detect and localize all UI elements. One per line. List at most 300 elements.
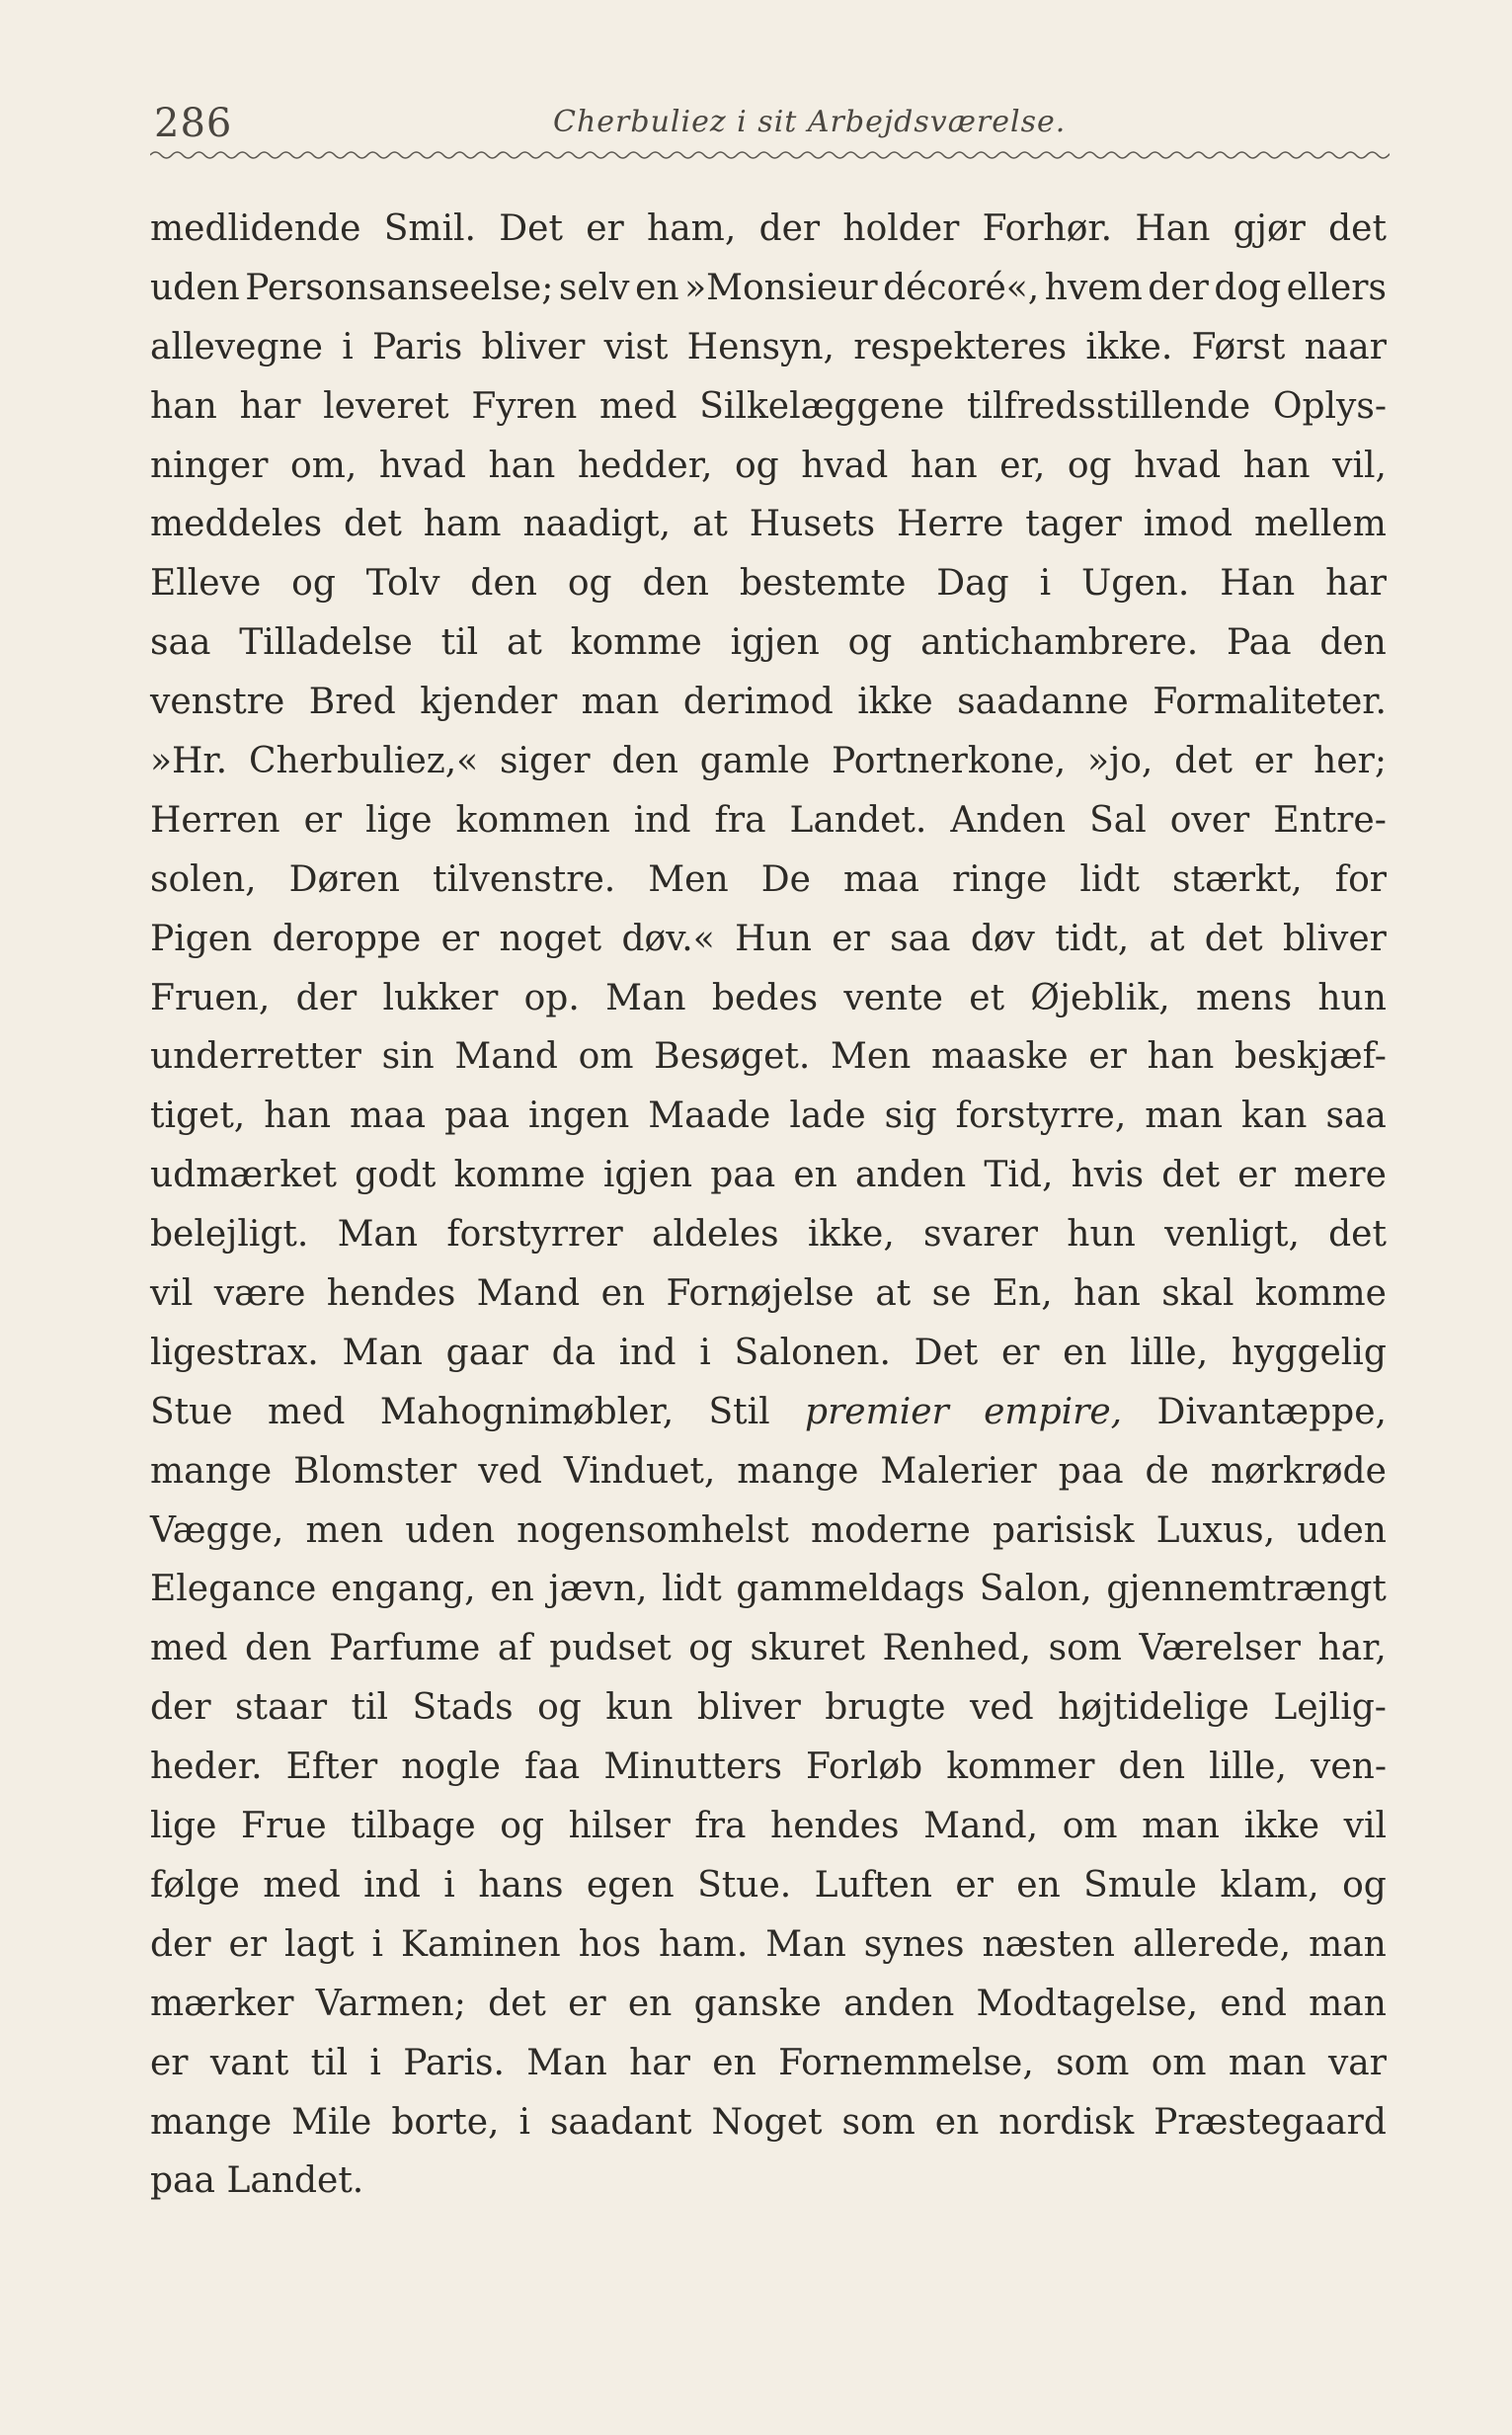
word: saa [1325, 1096, 1387, 1137]
word: ham [423, 504, 502, 545]
word: naar [1304, 326, 1387, 367]
word: den [642, 563, 709, 605]
word: Elleve [150, 563, 262, 605]
word: en [1016, 1864, 1061, 1906]
word: uden [150, 267, 240, 308]
word: ninger [150, 445, 269, 486]
word: om [1062, 1806, 1118, 1847]
word: kjender [420, 682, 558, 723]
word: bliver [1282, 918, 1387, 959]
text-line [150, 437, 1387, 496]
word: vist [603, 326, 669, 367]
word: hvad [378, 445, 466, 486]
word: ganske [693, 1983, 822, 2024]
word: der [150, 1687, 211, 1729]
word: ham. [659, 1923, 749, 1965]
word: Frue [241, 1806, 327, 1847]
word: man [581, 682, 660, 723]
word: holder [842, 208, 960, 249]
word: han [910, 445, 978, 486]
word: Præstegaard [1154, 2101, 1387, 2143]
word: nogle [401, 1746, 501, 1788]
word: Vægge, [150, 1509, 284, 1551]
word: der [1148, 267, 1209, 308]
word: han [264, 1096, 332, 1137]
word: Oplys- [1272, 385, 1387, 427]
text-line [150, 910, 1387, 969]
word: fra [694, 1806, 747, 1847]
text-line [150, 495, 1387, 554]
word: i [443, 1864, 455, 1906]
word: til [351, 1687, 389, 1729]
word: Mand [454, 1036, 558, 1078]
word: Vinduet, [563, 1450, 716, 1492]
word: »jo, [1087, 741, 1154, 782]
word: allevegne [150, 326, 323, 367]
word: Herre [896, 504, 1004, 545]
word: leveret [323, 385, 449, 427]
word: lidt [1079, 858, 1140, 900]
word: tilvenstre. [432, 858, 616, 900]
word: er [955, 1864, 994, 1906]
word: den [470, 563, 537, 605]
word: hvem [1044, 267, 1143, 308]
word: Forløb [806, 1746, 923, 1788]
word: faa [524, 1746, 581, 1788]
word: Mand [476, 1273, 581, 1315]
word: er [1237, 1155, 1276, 1196]
word: jævn, [548, 1569, 648, 1610]
word: Han [1220, 563, 1296, 605]
word: man [1145, 1096, 1224, 1137]
word: lille, [1209, 1746, 1287, 1788]
word: ingen [528, 1096, 630, 1137]
text-line [150, 200, 1387, 259]
word: for [1334, 858, 1387, 900]
word: ikke. [1085, 326, 1173, 367]
word: dog [1214, 267, 1282, 308]
word: en [627, 1983, 673, 2024]
word: paa [1058, 1450, 1124, 1492]
word: bedes [711, 977, 819, 1018]
word: mange [737, 1450, 859, 1492]
word: hun [1067, 1214, 1136, 1256]
word: Man [526, 2042, 607, 2083]
word: tilbage [351, 1806, 476, 1847]
word: derimod [682, 682, 834, 723]
word: er [568, 1983, 606, 2024]
word: selv [558, 267, 630, 308]
word: gjennemtrængt [1106, 1569, 1387, 1610]
word: Luxus, [1155, 1509, 1276, 1551]
word: ind [363, 1864, 421, 1906]
word: som [1056, 2042, 1130, 2083]
word: Luften [814, 1864, 932, 1906]
text-line [150, 1087, 1387, 1146]
word: har [239, 385, 301, 427]
word: ikke [857, 682, 933, 723]
word: Bred [308, 682, 396, 723]
word: der [295, 977, 358, 1018]
word: Paa [1227, 622, 1292, 664]
word: der [150, 1923, 211, 1965]
word: om [1151, 2042, 1207, 2083]
word: Noget [711, 2101, 823, 2143]
word: noget [499, 918, 602, 959]
word: belejligt. [150, 1214, 309, 1256]
word: om, [290, 445, 358, 486]
word: og [688, 1628, 733, 1669]
word: og [1342, 1864, 1387, 1906]
word: men [305, 1509, 384, 1551]
word: Tilladelse [239, 622, 413, 664]
text-line [150, 1264, 1387, 1324]
text-line [150, 259, 1387, 318]
word: mange [150, 2101, 273, 2143]
word: og [735, 445, 779, 486]
word: en [600, 1273, 646, 1315]
word: sig [884, 1096, 937, 1137]
word: hvis [1071, 1155, 1145, 1196]
word: mærker [150, 1983, 294, 2024]
word: Anden [950, 799, 1067, 841]
word: er [832, 918, 870, 959]
word: saa [890, 918, 951, 959]
word: décoré«, [883, 267, 1040, 308]
word: Det [499, 208, 563, 249]
word: Fornemmelse, [778, 2042, 1034, 2083]
word: »Monsieur [684, 267, 878, 308]
word: op. [523, 977, 580, 1018]
word: anden [843, 1983, 955, 2024]
word: beskjæf- [1234, 1036, 1387, 1078]
word: naadigt, [522, 504, 672, 545]
word: Herren [150, 799, 280, 841]
word: at [506, 622, 542, 664]
text-line [150, 1678, 1387, 1738]
word: næsten [982, 1923, 1115, 1965]
word: »Hr. [150, 741, 228, 782]
text-line [150, 1146, 1387, 1205]
text-line [150, 1915, 1387, 1975]
word: Lejlig- [1273, 1687, 1387, 1729]
word: nordisk [998, 2101, 1135, 2143]
word: tager [1025, 504, 1122, 545]
word: Man [765, 1923, 846, 1965]
body-text [150, 200, 1387, 2211]
text-line [150, 1738, 1387, 1797]
word: Man [337, 1214, 419, 1256]
word: Pigen [150, 918, 253, 959]
word: ind [633, 799, 691, 841]
word: Smule [1083, 1864, 1197, 1906]
word: lukker [382, 977, 499, 1018]
word: som [1048, 1628, 1122, 1669]
word: hendes [770, 1806, 900, 1847]
word: saadanne [957, 682, 1129, 723]
word: Mahognimøbler, [379, 1391, 675, 1432]
word: at [691, 504, 728, 545]
word: moderne [810, 1509, 971, 1551]
word: et [969, 977, 1005, 1018]
word: det [1204, 918, 1263, 959]
word: lade [789, 1096, 866, 1137]
word: være [213, 1273, 306, 1315]
word: Paris [371, 326, 463, 367]
word: med [263, 1864, 341, 1906]
word: Stads [412, 1687, 514, 1729]
word: gamle [699, 741, 811, 782]
word: hos [578, 1923, 642, 1965]
word: siger [500, 741, 591, 782]
word: ikke [1243, 1806, 1320, 1847]
word: Fruen, [150, 977, 271, 1018]
word: i [1039, 563, 1052, 605]
word: igjen [730, 622, 820, 664]
word: det [488, 1983, 546, 2024]
word: han [488, 445, 556, 486]
word: og [1067, 445, 1112, 486]
word: saa [150, 622, 211, 664]
word: uden [1297, 1509, 1387, 1551]
word: Renhed, [882, 1628, 1032, 1669]
word: det [1174, 741, 1233, 782]
text-line [150, 1560, 1387, 1619]
text-line [150, 1027, 1387, 1087]
word: som [841, 2101, 915, 2143]
text-line [150, 377, 1387, 437]
word: det [1328, 208, 1387, 249]
word: ikke, [807, 1214, 895, 1256]
word: Mand, [923, 1806, 1039, 1847]
word: er [150, 2042, 189, 2083]
word: mere [1293, 1155, 1387, 1196]
word: ved [478, 1450, 542, 1492]
word: om [578, 1036, 634, 1078]
word: vil, [1332, 445, 1387, 486]
word: Døren [288, 858, 400, 900]
word: gjør [1233, 208, 1306, 249]
word: brugte [825, 1687, 946, 1729]
word: den [611, 741, 678, 782]
word: engang, [330, 1569, 476, 1610]
word: i [699, 1332, 711, 1373]
text-line [150, 1205, 1387, 1264]
word: mørkrøde [1210, 1450, 1387, 1492]
word: Det [914, 1332, 979, 1373]
text-line [150, 1975, 1387, 2034]
word: Entre- [1273, 799, 1387, 841]
word: deroppe [272, 918, 422, 959]
word: parisisk [992, 1509, 1135, 1551]
word: den [1118, 1746, 1186, 1788]
word: De [760, 858, 811, 900]
word: aldeles [652, 1214, 779, 1256]
text-line [150, 2151, 1387, 2211]
text-line [150, 1797, 1387, 1856]
word: er [303, 799, 343, 841]
word: da [551, 1332, 597, 1373]
word: Mile [291, 2101, 372, 2143]
word: er [228, 1923, 268, 1965]
word: der [758, 208, 821, 249]
word: at [1149, 918, 1185, 959]
word: Ugen. [1080, 563, 1190, 605]
word: i [518, 2101, 530, 2143]
word: vil [1343, 1806, 1387, 1847]
word: komme [570, 622, 702, 664]
word: er [1088, 1036, 1127, 1078]
text-line [150, 318, 1387, 377]
word: Kaminen [401, 1923, 561, 1965]
word: respekteres [853, 326, 1068, 367]
word: skal [1161, 1273, 1234, 1315]
word: og [567, 563, 612, 605]
word: vente [843, 977, 943, 1018]
word: hun [1317, 977, 1387, 1018]
word: kun [605, 1687, 674, 1729]
word: med [150, 1628, 228, 1669]
word: staar [235, 1687, 328, 1729]
word: saadant [549, 2101, 692, 2143]
word: det [344, 504, 402, 545]
word: Parfume [329, 1628, 481, 1669]
word: de [1145, 1450, 1189, 1492]
word: hyggelig [1231, 1332, 1387, 1373]
word: har, [1317, 1628, 1387, 1669]
word: Efter [285, 1746, 378, 1788]
word: ved [970, 1687, 1034, 1729]
word: komme [453, 1155, 586, 1196]
word: ligestrax. [150, 1332, 319, 1373]
word: en [1063, 1332, 1107, 1373]
text-line [150, 969, 1387, 1028]
word: Blomster [293, 1450, 457, 1492]
word: Divantæppe, [1156, 1391, 1387, 1432]
word: end [1220, 1983, 1287, 2024]
word: allerede, [1132, 1923, 1292, 1965]
word: paa [150, 2160, 215, 2202]
word: en [490, 1569, 534, 1610]
word: hendes [326, 1273, 456, 1315]
word: Tolv [365, 563, 440, 605]
word: anden [855, 1155, 967, 1196]
word: i [342, 326, 354, 367]
word: Varmen; [315, 1983, 466, 2024]
word: han [1242, 445, 1311, 486]
word: heder. [150, 1746, 263, 1788]
word: man [1309, 1923, 1387, 1965]
word: Malerier [880, 1450, 1037, 1492]
word: paa [710, 1155, 776, 1196]
word: Minutters [603, 1746, 782, 1788]
word: Stil [708, 1391, 770, 1432]
word: vant [209, 2042, 289, 2083]
word: Elegance [150, 1569, 317, 1610]
text-line [150, 2034, 1387, 2093]
word: Han [1135, 208, 1211, 249]
word: man [1142, 1806, 1220, 1847]
word: mens [1195, 977, 1293, 1018]
word: Forhør. [982, 208, 1113, 249]
word: en [635, 267, 679, 308]
word: Smil. [383, 208, 476, 249]
word: til [310, 2042, 349, 2083]
word: Silkelæggene [699, 385, 945, 427]
word: Hun [735, 918, 812, 959]
word: hvad [801, 445, 889, 486]
word: tilfredsstillende [967, 385, 1251, 427]
word: Husets [749, 504, 876, 545]
word: at [875, 1273, 912, 1315]
word: medlidende [150, 208, 361, 249]
word: Modtagelse, [976, 1983, 1199, 2024]
word: uden [405, 1509, 496, 1551]
word: Stue. [697, 1864, 792, 1906]
word: Besøget. [654, 1036, 811, 1078]
word: Men [648, 858, 729, 900]
word: komme [1254, 1273, 1387, 1315]
word: en [712, 2042, 756, 2083]
word: har [629, 2042, 690, 2083]
text-line [150, 673, 1387, 732]
word: mange [150, 1450, 273, 1492]
word: paa [444, 1096, 511, 1137]
word: Formaliteter. [1153, 682, 1387, 723]
word: en [793, 1155, 837, 1196]
word: er, [999, 445, 1046, 486]
word: mellem [1253, 504, 1387, 545]
word: og [291, 563, 336, 605]
word: Tid, [984, 1155, 1054, 1196]
word: kommen [455, 799, 610, 841]
word: vil [150, 1273, 194, 1315]
word: en [934, 2101, 980, 2143]
word: Øjeblik, [1030, 977, 1170, 1018]
word: ringe [952, 858, 1048, 900]
word: Paris. [403, 2042, 505, 2083]
word: antichambrere. [920, 622, 1199, 664]
word: er [1000, 1332, 1040, 1373]
word: Landet. [226, 2160, 364, 2202]
word: pudset [549, 1628, 672, 1669]
word: bliver [481, 326, 586, 367]
word: premier [805, 1391, 949, 1432]
word: sin [381, 1036, 435, 1078]
word: har [1325, 563, 1387, 605]
word: Værelser [1139, 1628, 1301, 1669]
word: Fyren [471, 385, 578, 427]
word: og [537, 1687, 582, 1729]
word: maa [350, 1096, 427, 1137]
word: med [267, 1391, 346, 1432]
word: En, [992, 1273, 1053, 1315]
word: døv.« [621, 918, 715, 959]
word: ellers [1286, 267, 1387, 308]
word: ham, [647, 208, 737, 249]
text-line [150, 1619, 1387, 1678]
word: lige [365, 799, 433, 841]
word: Men [830, 1036, 912, 1078]
word: igjen [602, 1155, 693, 1196]
text-line [150, 732, 1387, 791]
word: venstre [150, 682, 285, 723]
word: Portnerkone, [832, 741, 1067, 782]
word: klam, [1220, 1864, 1319, 1906]
word: Cherbuliez,« [248, 741, 479, 782]
word: over [1169, 799, 1250, 841]
word: se [931, 1273, 972, 1315]
